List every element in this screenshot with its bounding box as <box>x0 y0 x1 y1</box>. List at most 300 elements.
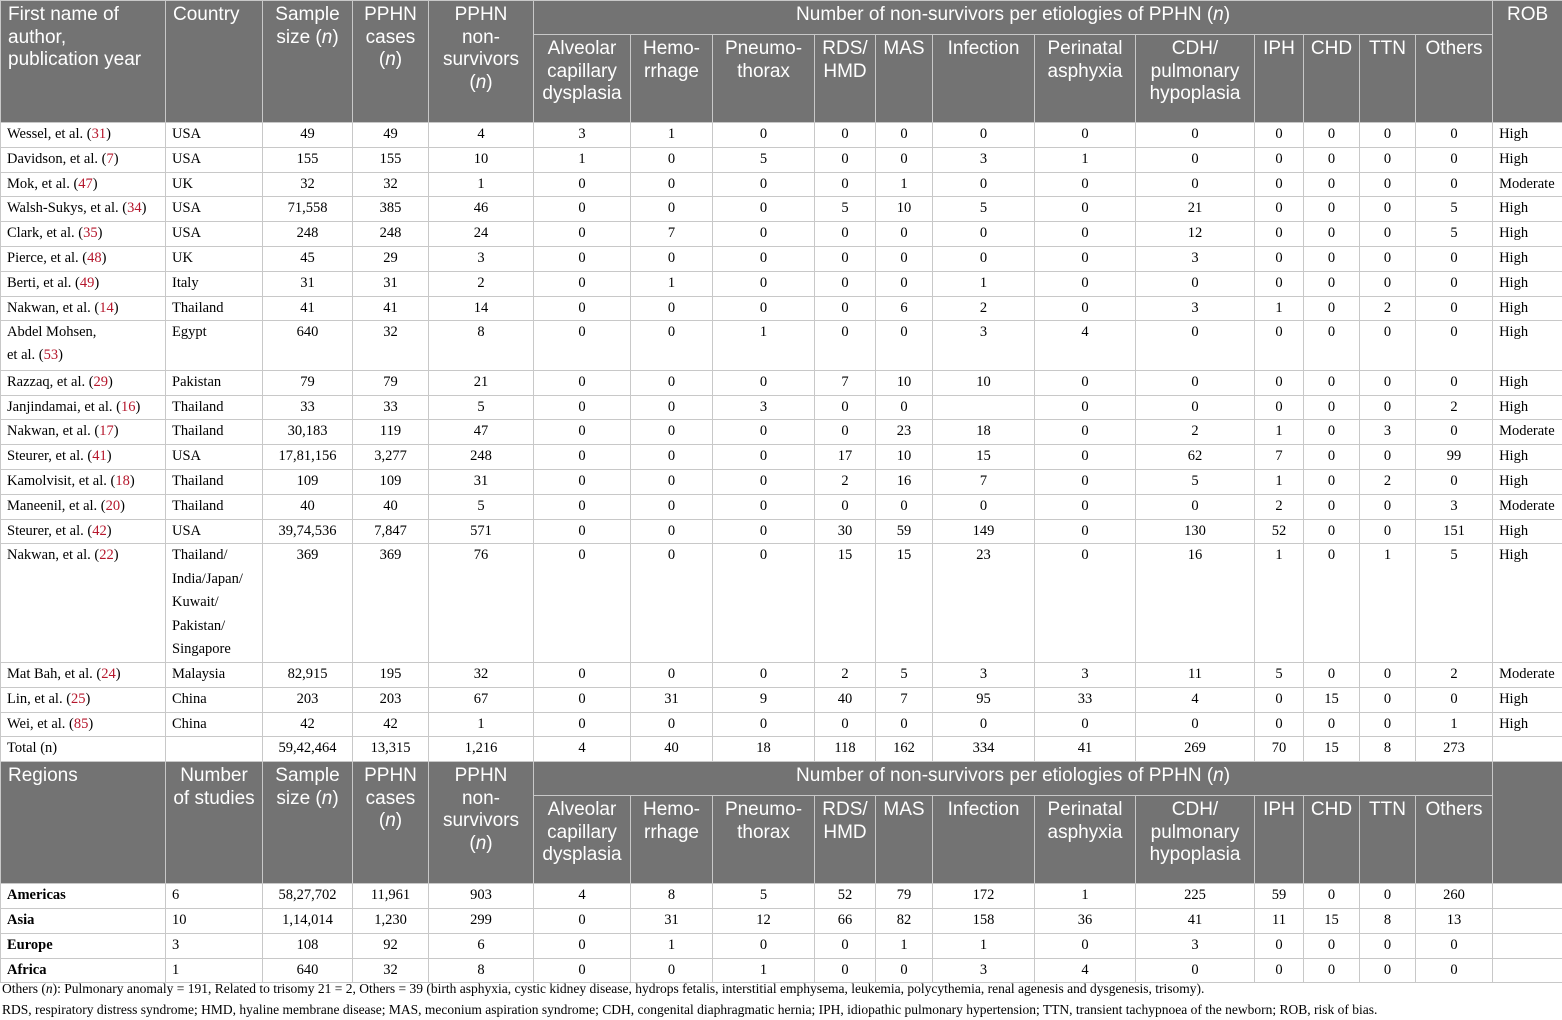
cell-etiology-count: 0 <box>1416 296 1493 321</box>
cell-pphn-cases: 33 <box>353 395 429 420</box>
cell-etiology-count: 59 <box>876 519 933 544</box>
cell-pphn-nonsurvivors: 4 <box>429 123 534 148</box>
cell-country: China <box>166 687 263 712</box>
cell-etiology-count: 0 <box>534 420 631 445</box>
cell-etiology-count: 3 <box>933 958 1035 983</box>
cell-etiology-count: 8 <box>1360 908 1416 933</box>
cell-rob: High <box>1493 370 1562 395</box>
cell-etiology-count: 0 <box>1416 420 1493 445</box>
cell-etiology-count: 0 <box>815 296 876 321</box>
cell-etiology-count: 0 <box>1136 712 1255 737</box>
cell-empty <box>1493 933 1562 958</box>
col-header-etiology: MAS <box>876 796 933 884</box>
table-row <box>1 494 1562 519</box>
cell-pphn-nonsurvivors: 47 <box>429 420 534 445</box>
cell-etiology-count: 0 <box>1136 172 1255 197</box>
cell-etiology-count: 0 <box>1304 123 1360 148</box>
reference-number: 29 <box>94 374 109 390</box>
col-header-etiology: Others <box>1416 796 1493 884</box>
cell-etiology-count: 0 <box>815 222 876 247</box>
reference-number: 17 <box>99 423 114 439</box>
table-row <box>1 420 1562 445</box>
cell-etiology-count: 0 <box>713 712 815 737</box>
col-header-etiology: TTN <box>1360 796 1416 884</box>
cell-etiology-count: 0 <box>534 544 631 663</box>
col-header-etiology: CHD <box>1304 796 1360 884</box>
cell-etiology-count: 9 <box>713 687 815 712</box>
table-row <box>1 222 1562 247</box>
cell-etiology-count: 0 <box>815 123 876 148</box>
cell-etiology-count: 0 <box>1304 420 1360 445</box>
cell-etiology-count: 0 <box>534 908 631 933</box>
cell-etiology-count: 0 <box>1136 271 1255 296</box>
author-name-cont: et al. ( <box>7 347 44 363</box>
cell-etiology-count: 0 <box>1304 712 1360 737</box>
cell-etiology-count: 0 <box>1304 222 1360 247</box>
cell-author <box>1 712 166 737</box>
cell-etiology-count: 23 <box>876 420 933 445</box>
table-row <box>1 662 1562 687</box>
cell-etiology-count: 0 <box>1416 321 1493 371</box>
cell-rob: High <box>1493 197 1562 222</box>
author-paren: ) <box>108 374 113 390</box>
table-row <box>1 395 1562 420</box>
cell-etiology-count: 4 <box>1035 321 1136 371</box>
cell-country: Thailand <box>166 296 263 321</box>
author-paren: ) <box>120 498 125 514</box>
cell-etiology-count: 3 <box>933 321 1035 371</box>
cell-etiology-count: 2 <box>1136 420 1255 445</box>
cell-etiology-count: 18 <box>713 737 815 762</box>
cell-pphn-nonsurvivors: 248 <box>429 445 534 470</box>
author-name: Pierce, et al. ( <box>7 250 87 266</box>
col-header-pphn-nonsurvivors: PPHN non-survivors (n) <box>429 762 534 884</box>
cell-pphn-cases: 385 <box>353 197 429 222</box>
cell-etiology-count: 1 <box>876 933 933 958</box>
cell-etiology-count: 0 <box>1304 544 1360 663</box>
col-header-etiology: Hemo-rrhage <box>631 35 713 123</box>
cell-pphn-nonsurvivors: 1 <box>429 172 534 197</box>
cell-etiology-count: 0 <box>1304 197 1360 222</box>
cell-etiology-count: 0 <box>534 296 631 321</box>
cell-author <box>1 197 166 222</box>
author-paren: ) <box>114 300 119 316</box>
cell-etiology-count: 0 <box>1360 172 1416 197</box>
cell-etiology-count: 0 <box>876 494 933 519</box>
cell-etiology-count: 0 <box>631 246 713 271</box>
cell-pphn-nonsurvivors: 571 <box>429 519 534 544</box>
cell-etiology-count: 0 <box>534 519 631 544</box>
author-name: Steurer, et al. ( <box>7 448 92 464</box>
cell-author <box>1 544 166 663</box>
cell-etiology-count: 0 <box>876 147 933 172</box>
cell-etiology-count: 225 <box>1136 884 1255 909</box>
cell-etiology-count: 30 <box>815 519 876 544</box>
cell-pphn-cases: 40 <box>353 494 429 519</box>
cell-pphn-cases: 3,277 <box>353 445 429 470</box>
cell-etiology-count: 5 <box>713 147 815 172</box>
cell-etiology-count: 0 <box>1360 246 1416 271</box>
reference-number: 16 <box>121 399 136 415</box>
cell-etiology-count: 0 <box>1255 172 1304 197</box>
cell-etiology-count: 16 <box>1136 544 1255 663</box>
cell-etiology-count: 17 <box>815 445 876 470</box>
cell-etiology-count: 31 <box>631 908 713 933</box>
cell-etiology-count: 2 <box>1360 296 1416 321</box>
cell-rob: High <box>1493 712 1562 737</box>
cell-empty <box>1493 908 1562 933</box>
cell-rob: Moderate <box>1493 420 1562 445</box>
author-name: Wessel, et al. ( <box>7 126 92 142</box>
cell-etiology-count: 0 <box>534 222 631 247</box>
cell-etiology-count: 0 <box>713 296 815 321</box>
cell-total-label: Total (n) <box>1 737 166 762</box>
col-header-etiology: Perinatal asphyxia <box>1035 35 1136 123</box>
cell-etiology-count: 0 <box>1416 933 1493 958</box>
cell-etiology-count: 0 <box>631 172 713 197</box>
cell-etiology-count: 0 <box>1035 123 1136 148</box>
cell-etiology-count: 0 <box>1255 395 1304 420</box>
cell-pphn-nonsurvivors: 14 <box>429 296 534 321</box>
table-row <box>1 147 1562 172</box>
cell-etiology-count: 3 <box>1360 420 1416 445</box>
cell-etiology-count: 0 <box>713 197 815 222</box>
col-group-header-etiologies: Number of non-survivors per etiologies of PPHN (n) <box>534 1 1493 35</box>
cell-etiology-count: 5 <box>1416 197 1493 222</box>
cell-etiology-count: 1 <box>933 271 1035 296</box>
cell-etiology-count: 0 <box>534 494 631 519</box>
cell-etiology-count: 0 <box>1035 519 1136 544</box>
cell-author <box>1 147 166 172</box>
reference-number: 49 <box>80 275 95 291</box>
col-header-sample-size: Sample size (n) <box>263 1 353 123</box>
author-name: Lin, et al. ( <box>7 691 71 707</box>
table-row <box>1 370 1562 395</box>
cell-etiology-count: 0 <box>713 933 815 958</box>
cell-country: Thailand <box>166 494 263 519</box>
cell-etiology-count: 0 <box>713 370 815 395</box>
cell-etiology-count: 0 <box>933 172 1035 197</box>
cell-etiology-count: 0 <box>713 246 815 271</box>
cell-etiology-count: 0 <box>1304 395 1360 420</box>
cell-etiology-count: 0 <box>1035 296 1136 321</box>
col-header-etiology: IPH <box>1255 35 1304 123</box>
cell-etiology-count: 0 <box>631 197 713 222</box>
cell-etiology-count: 7 <box>876 687 933 712</box>
cell-etiology-count: 15 <box>876 544 933 663</box>
cell-etiology-count: 0 <box>1304 321 1360 371</box>
cell-etiology-count: 2 <box>1255 494 1304 519</box>
cell-etiology-count: 0 <box>534 662 631 687</box>
cell-etiology-count: 5 <box>876 662 933 687</box>
cell-etiology-count: 1 <box>1255 420 1304 445</box>
cell-etiology-count: 0 <box>1416 687 1493 712</box>
cell-pphn-nonsurvivors: 299 <box>429 908 534 933</box>
cell-etiology-count: 0 <box>1255 147 1304 172</box>
cell-etiology-count: 0 <box>1360 494 1416 519</box>
cell-etiology-count: 0 <box>534 712 631 737</box>
reference-number: 7 <box>106 151 113 167</box>
author-paren: ) <box>107 523 112 539</box>
cell-pphn-cases: 32 <box>353 321 429 371</box>
cell-etiology-count: 0 <box>631 395 713 420</box>
region-header-row-1 <box>1 762 1562 796</box>
cell-etiology-count: 4 <box>1136 687 1255 712</box>
cell-etiology-count: 0 <box>1360 395 1416 420</box>
cell-etiology-count: 15 <box>1304 908 1360 933</box>
cell-etiology-count: 79 <box>876 884 933 909</box>
cell-etiology-count: 3 <box>933 147 1035 172</box>
cell-etiology-count: 11 <box>1136 662 1255 687</box>
cell-etiology-count: 0 <box>713 662 815 687</box>
author-name: Davidson, et al. ( <box>7 151 106 167</box>
cell-etiology-count: 2 <box>815 470 876 495</box>
col-header-etiology: RDS/ HMD <box>815 796 876 884</box>
cell-etiology-count: 21 <box>1136 197 1255 222</box>
cell-author <box>1 370 166 395</box>
cell-etiology-count: 130 <box>1136 519 1255 544</box>
cell-etiology-count: 0 <box>1035 420 1136 445</box>
cell-country: USA <box>166 197 263 222</box>
cell-etiology-count: 10 <box>876 370 933 395</box>
cell-sample-size: 41 <box>263 296 353 321</box>
cell-etiology-count: 0 <box>1416 271 1493 296</box>
cell-etiology-count: 0 <box>1136 958 1255 983</box>
cell-etiology-count: 0 <box>876 123 933 148</box>
cell-sample-size: 32 <box>263 172 353 197</box>
cell-author <box>1 395 166 420</box>
footnote-abbreviations: RDS, respiratory distress syndrome; HMD, hyaline membrane disease; MAS, meconium aspiration syndrome; CDH, congenital diaphragmatic hernia; IPH, idiopathic pulmonary hypertension; TTN, transient tachypnoea of the newborn; ROB, risk of bias. <box>2 1000 1377 1020</box>
cell-pphn-cases: 92 <box>353 933 429 958</box>
cell-rob: High <box>1493 222 1562 247</box>
table-row <box>1 712 1562 737</box>
cell-author <box>1 445 166 470</box>
cell-etiology-count: 0 <box>1416 246 1493 271</box>
col-header-etiology: Alveolar capillary dysplasia <box>534 796 631 884</box>
cell-etiology-count: 15 <box>1304 687 1360 712</box>
col-header-etiology: Hemo-rrhage <box>631 796 713 884</box>
cell-rob: High <box>1493 271 1562 296</box>
cell-etiology-count: 1 <box>1255 544 1304 663</box>
cell-pphn-nonsurvivors: 31 <box>429 470 534 495</box>
cell-etiology-count: 0 <box>815 712 876 737</box>
cell-etiology-count: 0 <box>1304 147 1360 172</box>
cell-etiology-count: 1 <box>1360 544 1416 663</box>
cell-etiology-count: 0 <box>933 494 1035 519</box>
author-paren: ) <box>114 151 119 167</box>
cell-etiology-count: 0 <box>1304 494 1360 519</box>
table-row <box>1 271 1562 296</box>
cell-etiology-count: 5 <box>1136 470 1255 495</box>
cell-etiology-count: 0 <box>631 470 713 495</box>
table-row <box>1 470 1562 495</box>
cell-etiology-count: 5 <box>1255 662 1304 687</box>
cell-rob: Moderate <box>1493 662 1562 687</box>
cell-etiology-count: 0 <box>1416 958 1493 983</box>
cell-etiology-count: 8 <box>1360 737 1416 762</box>
cell-rob: Moderate <box>1493 494 1562 519</box>
cell-sample-size: 33 <box>263 395 353 420</box>
cell-etiology-count: 12 <box>713 908 815 933</box>
cell-etiology-count: 1 <box>631 123 713 148</box>
cell-etiology-count: 0 <box>1035 222 1136 247</box>
cell-etiology-count: 0 <box>1416 370 1493 395</box>
cell-etiology-count: 10 <box>876 197 933 222</box>
author-paren: ) <box>88 716 93 732</box>
cell-etiology-count: 11 <box>1255 908 1304 933</box>
cell-etiology-count: 1 <box>876 172 933 197</box>
cell-etiology-count: 15 <box>815 544 876 663</box>
cell-etiology-count: 0 <box>631 296 713 321</box>
cell-etiology-count: 0 <box>876 321 933 371</box>
cell-pphn-nonsurvivors: 32 <box>429 662 534 687</box>
cell-pphn-cases: 195 <box>353 662 429 687</box>
cell-etiology-count: 5 <box>1416 544 1493 663</box>
cell-etiology-count: 0 <box>713 123 815 148</box>
cell-etiology-count: 0 <box>534 172 631 197</box>
cell-region-name: Americas <box>1 884 166 909</box>
cell-etiology-count: 0 <box>1360 687 1416 712</box>
cell-etiology-count: 0 <box>631 544 713 663</box>
cell-etiology-count: 1 <box>1255 296 1304 321</box>
cell-etiology-count: 0 <box>1360 123 1416 148</box>
author-name: Steurer, et al. ( <box>7 523 92 539</box>
cell-etiology-count: 0 <box>1255 271 1304 296</box>
cell-etiology-count: 40 <box>815 687 876 712</box>
cell-etiology-count: 12 <box>1136 222 1255 247</box>
cell-etiology-count: 0 <box>631 494 713 519</box>
cell-sample-size: 31 <box>263 271 353 296</box>
cell-etiology-count: 3 <box>534 123 631 148</box>
cell-etiology-count: 0 <box>631 420 713 445</box>
cell-etiology-count: 2 <box>1360 470 1416 495</box>
cell-etiology-count: 0 <box>713 222 815 247</box>
cell-etiology-count: 0 <box>534 395 631 420</box>
cell-rob: High <box>1493 296 1562 321</box>
cell-etiology-count: 0 <box>1035 370 1136 395</box>
cell-etiology-count: 70 <box>1255 737 1304 762</box>
cell-sample-size: 42 <box>263 712 353 737</box>
cell-etiology-count: 0 <box>1416 147 1493 172</box>
cell-country: USA <box>166 519 263 544</box>
cell-etiology-count: 82 <box>876 908 933 933</box>
cell-etiology-count: 10 <box>933 370 1035 395</box>
cell-etiology-count: 0 <box>933 246 1035 271</box>
table-row <box>1 321 1562 371</box>
cell-etiology-count: 0 <box>1035 197 1136 222</box>
cell-etiology-count: 0 <box>876 246 933 271</box>
cell-pphn-cases: 29 <box>353 246 429 271</box>
cell-etiology-count: 0 <box>1416 470 1493 495</box>
col-header-number-of-studies: Number of studies <box>166 762 263 884</box>
table-row <box>1 246 1562 271</box>
table-row <box>1 519 1562 544</box>
author-paren: ) <box>135 399 140 415</box>
cell-etiology-count: 0 <box>1035 712 1136 737</box>
author-name: Janjindamai, et al. ( <box>7 399 121 415</box>
cell-etiology-count: 0 <box>1360 222 1416 247</box>
table-row <box>1 172 1562 197</box>
cell-author <box>1 420 166 445</box>
col-header-country: Country <box>166 1 263 123</box>
cell-author <box>1 296 166 321</box>
cell-etiology-count: 1 <box>1035 147 1136 172</box>
cell-sample-size: 369 <box>263 544 353 663</box>
table-row <box>1 197 1562 222</box>
cell-etiology-count: 0 <box>1304 370 1360 395</box>
table-row <box>1 445 1562 470</box>
cell-country: Thailand <box>166 420 263 445</box>
author-name: Mok, et al. ( <box>7 176 78 192</box>
cell-etiology-count: 0 <box>534 958 631 983</box>
author-paren: ) <box>142 200 147 216</box>
cell-sample-size: 109 <box>263 470 353 495</box>
cell-etiology-count: 0 <box>876 395 933 420</box>
author-name: Razzaq, et al. ( <box>7 374 94 390</box>
cell-etiology-count: 0 <box>933 222 1035 247</box>
cell-etiology-count: 0 <box>631 662 713 687</box>
cell-etiology-count: 162 <box>876 737 933 762</box>
reference-number: 31 <box>92 126 107 142</box>
cell-pphn-nonsurvivors: 8 <box>429 958 534 983</box>
cell-etiology-count: 0 <box>713 271 815 296</box>
cell-etiology-count: 52 <box>1255 519 1304 544</box>
col-header-etiology: IPH <box>1255 796 1304 884</box>
cell-author <box>1 687 166 712</box>
cell-pphn-nonsurvivors: 67 <box>429 687 534 712</box>
cell-etiology-count: 0 <box>1360 712 1416 737</box>
cell-etiology-count: 0 <box>1304 884 1360 909</box>
cell-author <box>1 271 166 296</box>
cell-etiology-count: 0 <box>534 246 631 271</box>
cell-pphn-nonsurvivors: 10 <box>429 147 534 172</box>
cell-etiology-count: 0 <box>1035 172 1136 197</box>
author-paren: ) <box>114 423 119 439</box>
cell-number-of-studies: 6 <box>166 884 263 909</box>
region-rows <box>1 884 1562 983</box>
cell-country: Thailand/ India/Japan/ Kuwait/ Pakistan/ Singapore <box>166 544 263 663</box>
cell-etiology-count: 0 <box>1255 321 1304 371</box>
cell-etiology-count: 0 <box>631 445 713 470</box>
total-row <box>1 737 1562 762</box>
cell-etiology-count: 0 <box>1360 197 1416 222</box>
cell-etiology-count: 66 <box>815 908 876 933</box>
cell-etiology-count: 0 <box>815 147 876 172</box>
cell-sample-size: 79 <box>263 370 353 395</box>
cell-etiology-count: 0 <box>1136 123 1255 148</box>
cell-sample-size: 40 <box>263 494 353 519</box>
cell-etiology-count: 0 <box>1255 197 1304 222</box>
cell-country: Pakistan <box>166 370 263 395</box>
cell-etiology-count: 0 <box>713 470 815 495</box>
author-paren: ) <box>93 176 98 192</box>
cell-etiology-count: 0 <box>534 321 631 371</box>
author-name: Nakwan, et al. ( <box>7 547 99 563</box>
cell-pphn-cases: 369 <box>353 544 429 663</box>
cell-rob: High <box>1493 519 1562 544</box>
cell-author <box>1 321 166 371</box>
cell-sample-size: 49 <box>263 123 353 148</box>
cell-sample-size: 58,27,702 <box>263 884 353 909</box>
col-header-etiology: Pneumo-thorax <box>713 796 815 884</box>
col-header-sample-size: Sample size (n) <box>263 762 353 884</box>
reference-number: 48 <box>87 250 102 266</box>
author-paren: ) <box>114 547 119 563</box>
cell-pphn-nonsurvivors: 1 <box>429 712 534 737</box>
cell-etiology-count: 0 <box>534 933 631 958</box>
cell-pphn-nonsurvivors: 5 <box>429 395 534 420</box>
cell-sample-size: 155 <box>263 147 353 172</box>
